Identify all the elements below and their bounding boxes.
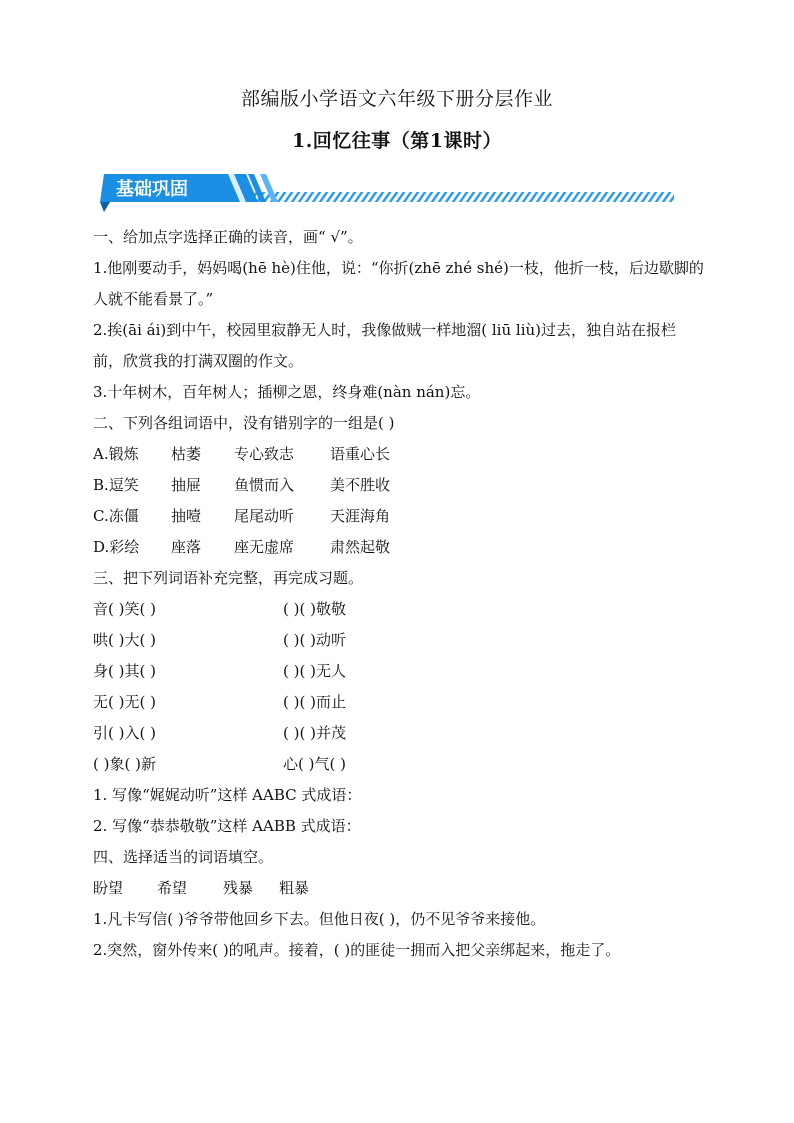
q4-item-2: 2.突然，窗外传来( )的吼声。接着，( )的匪徒一拥而入把父亲绑起来，拖走了。 [93,941,621,959]
q1-heading: 一、给加点字选择正确的读音，画“ √”。 [93,228,363,246]
q4-heading: 四、选择适当的词语填空。 [93,848,274,866]
lesson-title: 1.回忆往事（第1课时） [291,130,503,152]
q2-heading: 二、下列各组词语中，没有错别字的一组是( ) [93,414,395,432]
worksheet-content [93,222,705,966]
stripe-bar [246,192,674,202]
section-banner [96,170,676,214]
q2-option-a: A.锻炼 枯萎 专心致志 语重心长 [93,445,391,463]
q4-item-1: 1.凡卡写信( )爷爷带他回乡下去。但他日夜( )，仍不见爷爷来接他。 [93,910,546,928]
q3-row-1: 音( )笑( ) ( )( )敬敬 [93,600,346,618]
q3-row-2: 哄( )大( ) ( )( )动听 [93,631,346,649]
q1-item-3: 3.十年树木，百年树人；插柳之恩，终身难(nàn nán)忘。 [93,383,481,401]
banner-fold [100,202,110,212]
q2-option-c: C.冻僵 抽噎 尾尾动听 天涯海角 [93,507,391,525]
q1-item-1: 1.他刚要动手，妈妈喝(hē hè)住他，说：“你折(zhē zhé shé)一枝，他折一枝，后边歇脚的人就不能看景了。” [93,259,704,308]
q2-option-b: B.逗笑 抽屉 鱼惯而入 美不胜收 [93,476,391,494]
q3-row-3: 身( )其( ) ( )( )无人 [93,662,346,680]
q1-item-2: 2.挨(āi ái)到中午，校园里寂静无人时，我像做贼一样地溜( liū liù)过去，独自站在报栏前，欣赏我的打满双圈的作文。 [93,321,677,370]
banner-label: 基础巩固 [116,179,188,200]
q3-sub-2: 2. 写像“恭恭敬敬”这样 AABB 式成语： [93,817,361,835]
q3-sub-1: 1. 写像“娓娓动听”这样 AABC 式成语： [93,786,362,804]
page-title: 部编版小学语文六年级下册分层作业 [240,88,553,110]
q3-heading: 三、把下列词语补充完整，再完成习题。 [93,569,364,587]
q2-option-d: D.彩绘 座落 座无虚席 肃然起敬 [93,538,391,556]
q4-word-bank: 盼望 希望 残暴 粗暴 [93,879,310,897]
q3-row-5: 引( )入( ) ( )( )并茂 [93,724,346,742]
q3-row-6: ( )象( )新 心( )气( ) [93,755,346,773]
q3-row-4: 无( )无( ) ( )( )而止 [93,693,346,711]
